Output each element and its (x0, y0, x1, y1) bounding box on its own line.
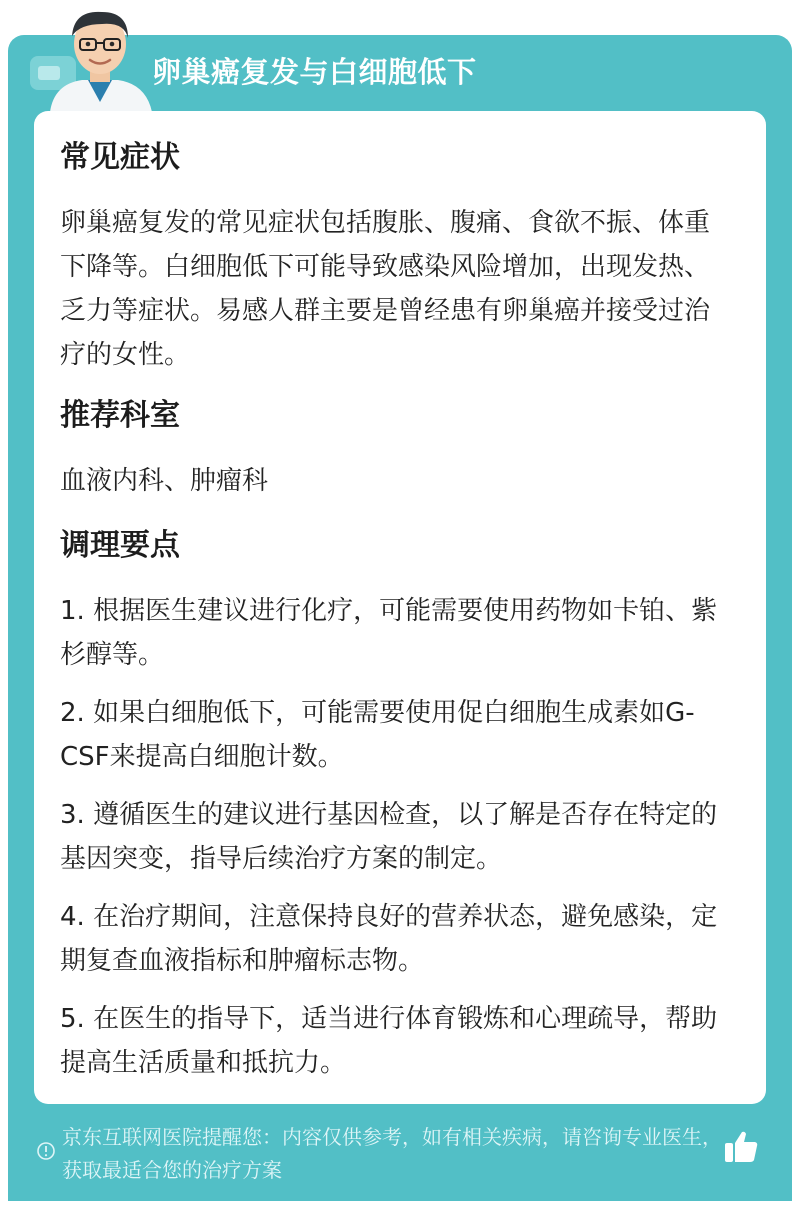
content-card (34, 111, 766, 1104)
care-item: 5. 在医生的指导下，适当进行体育锻炼和心理疏导，帮助提高生活质量和抵抗力。 (60, 1004, 718, 1078)
care-item: 1. 根据医生建议进行化疗，可能需要使用药物如卡铂、紫杉醇等。 (60, 596, 718, 670)
content-body (60, 137, 730, 1099)
care-item: 3. 遵循医生的建议进行基因检查，以了解是否存在特定的基因突变，指导后续治疗方案的制定。 (60, 800, 718, 874)
thumbs-up-icon[interactable] (722, 1128, 760, 1166)
department-heading: 推荐科室 (60, 398, 180, 433)
page-title: 卵巢癌复发与白细胞低下 (152, 55, 477, 89)
info-icon (36, 1141, 56, 1161)
care-item: 4. 在治疗期间，注意保持良好的营养状态，避免感染，定期复查血液指标和肿瘤标志物。 (60, 902, 718, 976)
symptoms-text: 卵巢癌复发的常见症状包括腹胀、腹痛、食欲不振、体重下降等。白细胞低下可能导致感染风险增加，出现发热、乏力等症状。易感人群主要是曾经患有卵巢癌并接受过治疗的女性。 (60, 208, 711, 370)
footer-disclaimer: 京东互联网医院提醒您：内容仅供参考，如有相关疾病，请咨询专业医生，获取最适合您的治疗方案 (62, 1125, 722, 1182)
doctor-avatar (40, 2, 160, 112)
care-heading: 调理要点 (60, 528, 180, 563)
symptoms-heading: 常见症状 (60, 140, 180, 175)
care-item: 2. 如果白细胞低下，可能需要使用促白细胞生成素如G-CSF来提高白细胞计数。 (60, 698, 695, 772)
department-text: 血液内科、肿瘤科 (60, 466, 269, 496)
